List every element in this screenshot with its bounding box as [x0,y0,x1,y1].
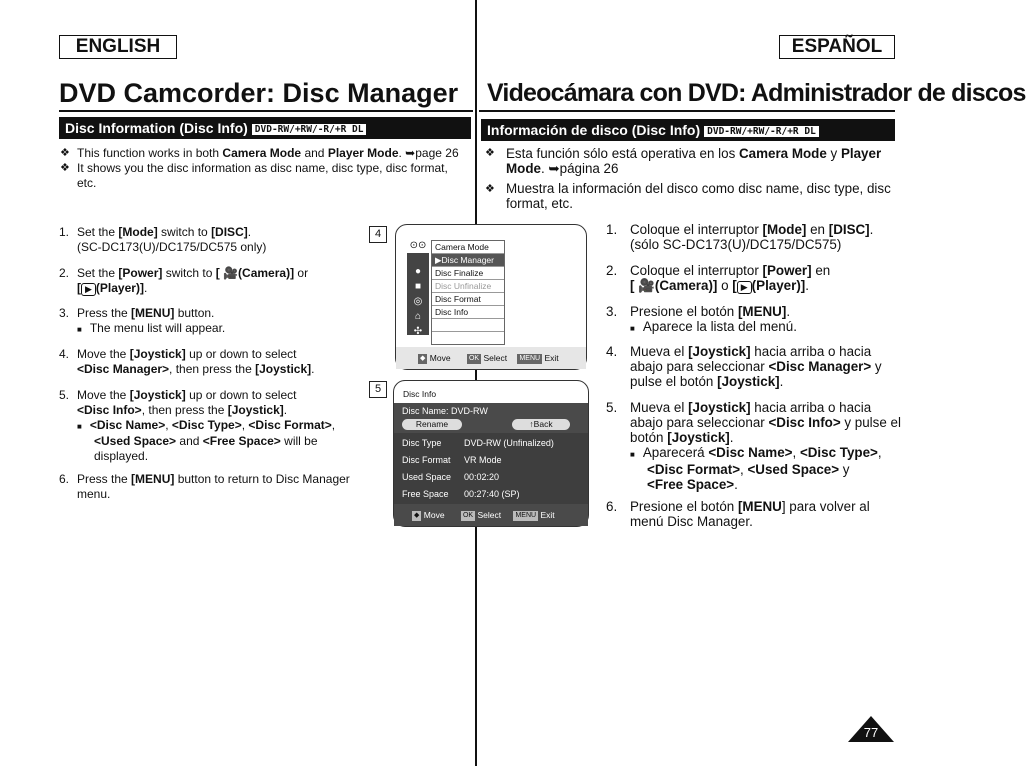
step-number: 3. [59,306,70,320]
page-number: 77 [863,725,879,740]
step-number: 1. [59,225,70,239]
rename-button[interactable]: Rename [402,419,462,430]
screen-footer: ◆ Move OK Select MENU Exit [396,347,586,369]
en-bullet-2: It shows you the disc information as disc name, disc type, disc format, etc. [77,161,448,190]
disc-info-screen [393,380,589,527]
section-title-es: Información de disco (Disc Info) [487,122,701,138]
en-bullet-1: This function works in both Camera Mode and Player Mode. ➥page 26 [77,146,459,160]
disc-info-rows [394,433,588,504]
section-bar-es [481,119,895,141]
dvd-badge: DVD-RW/+RW/-R/+R DL [704,126,819,137]
step-number: 5. [59,388,70,402]
step-number: 4. [606,344,618,359]
es-step-6: Presione el botón [MENU] para volver al menú Disc Manager. [630,499,870,529]
info-row: Disc Format VR Mode [402,455,502,465]
screen-label-5: 5 [369,381,387,398]
step-number: 2. [606,263,618,278]
ok-key: OK [468,355,480,362]
menu-item[interactable]: Disc Finalize [432,267,504,280]
joystick-icon: ◆ [414,512,420,519]
step-number: 2. [59,266,70,280]
info-row: Free Space 00:27:40 (SP) [402,489,520,499]
screen-footer: ◆ Move OK Select MENU Exit [394,504,588,526]
screen-label-4: 4 [369,226,387,243]
bullet-icon: ❖ [485,183,495,195]
es-step-1: Coloque el interruptor [Mode] en [DISC]. (sólo SC-DC173(U)/DC175/DC575) [630,222,874,252]
camcorder-menu-screen [395,224,587,370]
player-icon: ▶ [737,281,752,294]
page-title-es: Videocámara con DVD: Administrador de discos [487,79,1026,107]
camera-icon: 🎥 [223,266,239,280]
ok-key: OK [462,512,474,519]
es-step-5: Mueva el [Joystick] hacia arriba o hacia abajo para seleccionar <Disc Info> y pulse el botón [Joystick]. ■ Aparecerá <Disc Name>, <Disc Type>, <Disc Format>, <Used Space> y <Free Space>. [630,400,901,492]
espanol-label: ESPAÑOL [779,35,895,59]
en-step-6: Press the [MENU] button to return to Disc Manager menu. [77,472,350,501]
menu-icon-column [407,239,429,335]
disc-name: Disc Name: DVD-RW [402,406,488,416]
step-number: 6. [606,499,618,514]
camera-settings-icon: ● [414,266,422,277]
es-step-2: Coloque el interruptor [Power] en [ 🎥(Camera)] o [ ▶ (Player)]. [630,263,831,293]
en-step-3: Press the [MENU] button. ■ The menu list will appear. [77,306,226,335]
info-row: Disc Type DVD-RW (Unfinalized) [402,438,554,448]
settings-icon: ✣ [413,326,423,337]
menu-key: MENU [515,512,537,519]
es-step-4: Mueva el [Joystick] hacia arriba o hacia abajo para seleccionar <Disc Manager> y pulse el botón [Joystick]. [630,344,882,389]
section-bar-en [59,117,471,139]
photo-icon: ■ [414,281,422,292]
es-step-3: Presione el botón [MENU]. ■ Aparece la lista del menú. [630,304,797,334]
joystick-icon: ◆ [420,355,426,362]
menu-item[interactable]: ▶Disc Manager [432,254,504,267]
menu-item[interactable]: Camera Mode [432,241,504,254]
en-step-2: Set the [Power] switch to [ 🎥(Camera)] or [ ▶ (Player)]. [77,266,309,295]
step-number: 3. [606,304,618,319]
english-label: ENGLISH [59,35,177,59]
en-step-5: Move the [Joystick] up or down to select <Disc Info>, then press the [Joystick]. ■ <Disc Name>, <Disc Type>, <Disc Format>, <Used Space> and <Free Space> will be displayed. [77,388,336,463]
info-row: Used Space 00:02:20 [402,472,500,482]
es-bullet-1: Esta función sólo está operativa en los Camera Mode y Player Mode. ➥página 26 [506,146,882,176]
title-underline-en [59,110,473,112]
en-step-1: Set the [Mode] switch to [DISC]. (SC-DC173(U)/DC175/DC575 only) [77,225,267,254]
section-title-en: Disc Information (Disc Info) [65,120,248,136]
menu-item[interactable]: Disc Info [432,306,504,319]
menu-key: MENU [519,355,541,362]
step-number: 6. [59,472,70,486]
disc-icon: ◎ [413,296,423,307]
dvd-badge: DVD-RW/+RW/-R/+R DL [252,124,367,135]
step-number: 5. [606,400,618,415]
bullet-icon: ❖ [60,147,70,159]
step-number: 4. [59,347,70,361]
es-bullet-2: Muestra la información del disco como disc name, disc type, disc format, etc. [506,181,891,211]
en-step-4: Move the [Joystick] up or down to select <Disc Manager>, then press the [Joystick]. [77,347,315,376]
tool-icon: ⌂ [414,311,422,322]
page-title-en: DVD Camcorder: Disc Manager [59,78,459,108]
back-button[interactable]: ↑Back [512,419,570,430]
step-number: 1. [606,222,618,237]
player-icon: ▶ [81,283,96,296]
menu-item[interactable]: Disc Format [432,293,504,306]
disc-name-panel [394,403,588,433]
bullet-icon: ❖ [485,147,495,159]
bullet-icon: ❖ [60,162,70,174]
screen-title: Disc Info [403,389,437,399]
camera-icon: 🎥 [638,278,655,293]
menu-list [431,240,505,345]
disc-manager-icon: ⊙⊙ [407,239,429,253]
title-underline-es [479,110,895,112]
menu-item[interactable]: Disc Unfinalize [432,280,504,293]
